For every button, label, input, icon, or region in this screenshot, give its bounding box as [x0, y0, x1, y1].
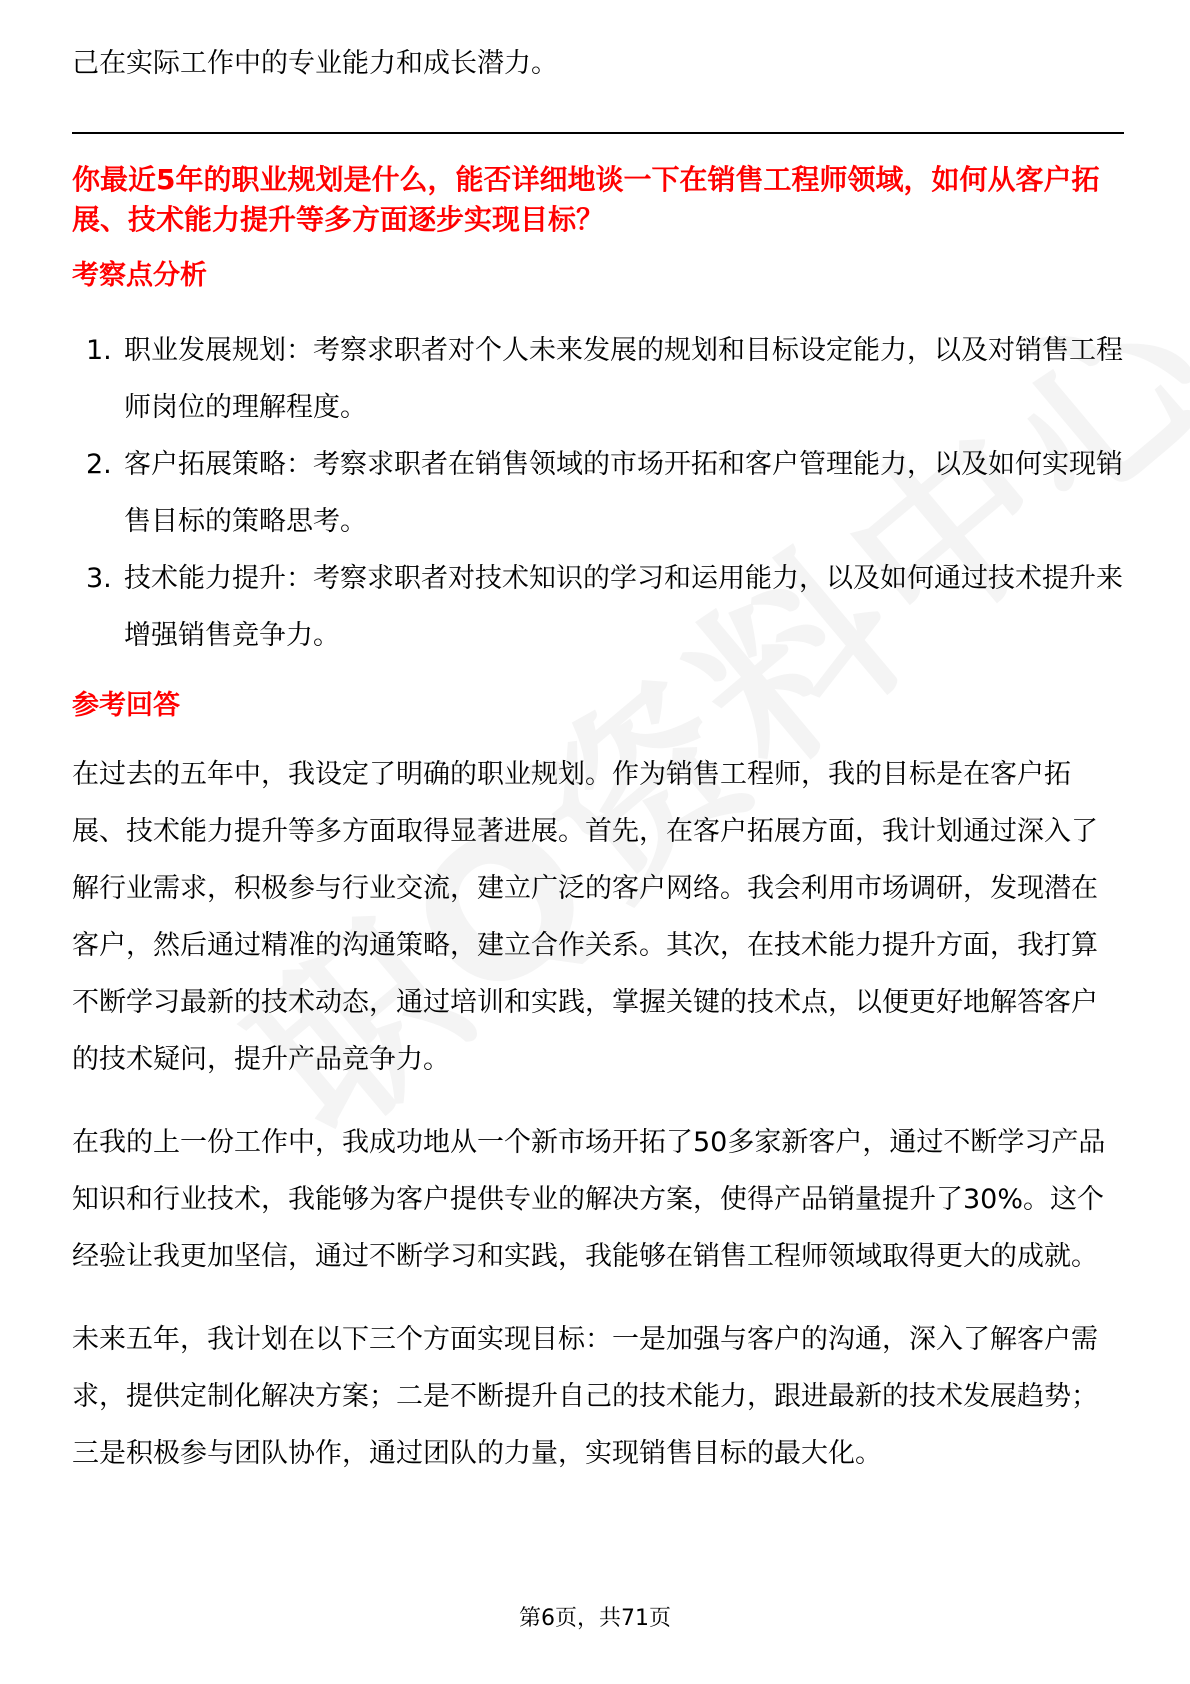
- answer-paragraph: 在我的上一份工作中，我成功地从一个新市场开拓了50多家新客户，通过不断学习产品知识和行业技术，我能够为客户提供专业的解决方案，使得产品销量提升了30%。这个经验让我更加坚信，通过不断学习和实践，我能够在销售工程师领域取得更大的成就。: [72, 1127, 1106, 1272]
- page-number-footer: 第6页，共71页: [519, 1606, 671, 1631]
- document-page: [72, 44, 1124, 1508]
- list-item-text: 技术能力提升：考察求职者对技术知识的学习和运用能力，以及如何通过技术提升来增强销售竞争力。: [124, 563, 1123, 651]
- list-item: [72, 322, 1124, 436]
- list-item-number: 1.: [86, 335, 112, 366]
- answer-paragraph: 未来五年，我计划在以下三个方面实现目标：一是加强与客户的沟通，深入了解客户需求，提供定制化解决方案；二是不断提升自己的技术能力，跟进最新的技术发展趋势；三是积极参与团队协作，通过团队的力量，实现销售目标的最大化。: [72, 1324, 1098, 1469]
- section-divider: [72, 132, 1124, 134]
- list-item-number: 2.: [86, 449, 112, 480]
- continuation-text: 己在实际工作中的专业能力和成长潜力。: [72, 48, 558, 79]
- answer-heading: 参考回答: [72, 690, 180, 721]
- analysis-heading: 考察点分析: [72, 260, 207, 291]
- list-item-number: 3.: [86, 563, 112, 594]
- interview-question: 你最近5年的职业规划是什么，能否详细地谈一下在销售工程师领域，如何从客户拓展、技术能力提升等多方面逐步实现目标？: [72, 163, 1100, 236]
- list-item-text: 客户拓展策略：考察求职者在销售领域的市场开拓和客户管理能力，以及如何实现销售目标的策略思考。: [124, 449, 1123, 537]
- answer-paragraph: 在过去的五年中，我设定了明确的职业规划。作为销售工程师，我的目标是在客户拓展、技术能力提升等多方面取得显著进展。首先，在客户拓展方面，我计划通过深入了解行业需求，积极参与行业交流，建立广泛的客户网络。我会利用市场调研，发现潜在客户，然后通过精准的沟通策略，建立合作关系。其次，在技术能力提升方面，我打算不断学习最新的技术动态，通过培训和实践，掌握关键的技术点，以便更好地解答客户的技术疑问，提升产品竞争力。: [72, 759, 1098, 1075]
- list-item: [72, 550, 1124, 664]
- analysis-points-list: [72, 322, 1124, 664]
- list-item-text: 职业发展规划：考察求职者对个人未来发展的规划和目标设定能力，以及对销售工程师岗位的理解程度。: [124, 335, 1123, 423]
- list-item: [72, 436, 1124, 550]
